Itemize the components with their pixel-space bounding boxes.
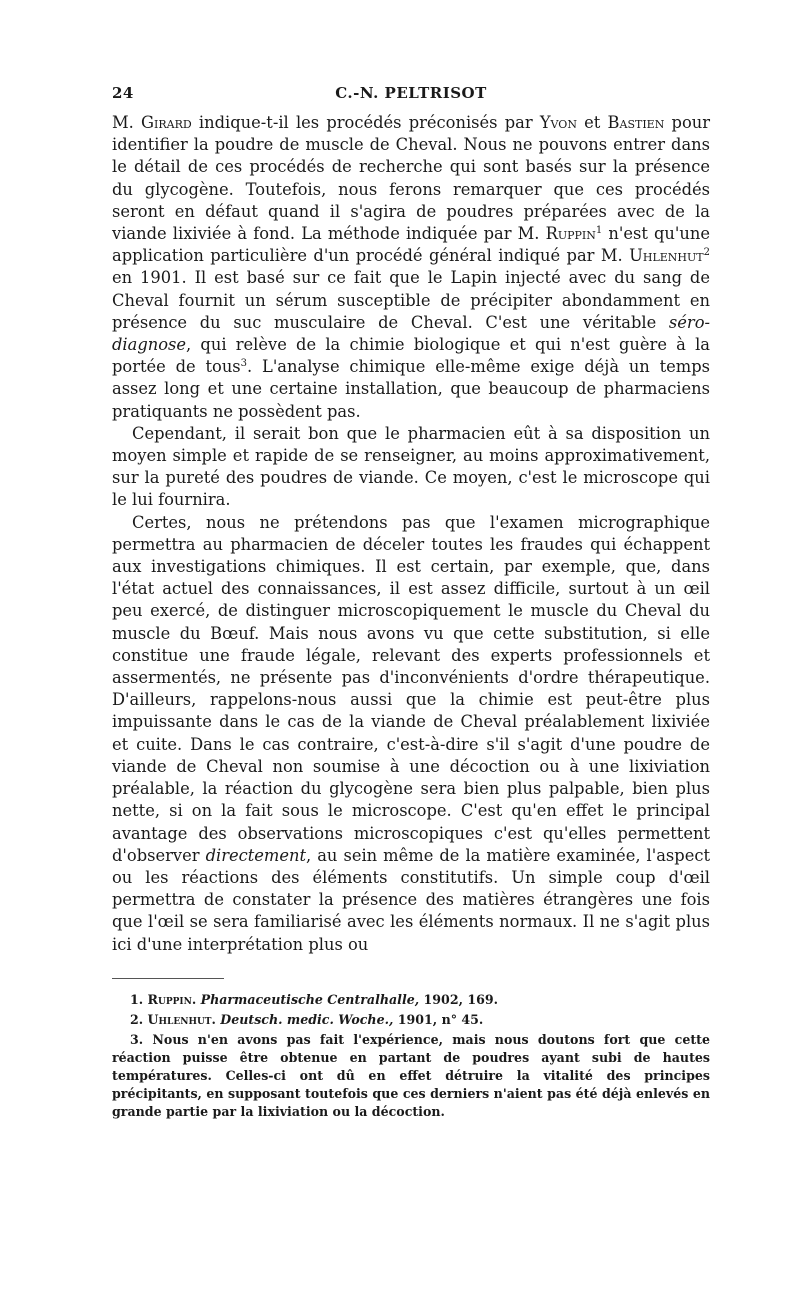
footnote-number: 2.: [130, 1011, 144, 1027]
term-directement: directement: [205, 845, 307, 865]
p1-text-g: , qui relève de la chimie biologique et qui n'est guère à la portée de tous: [112, 335, 710, 377]
footnote-author: Uhlenhut.: [147, 1011, 216, 1027]
footnote-1: [112, 991, 710, 1009]
footnote-source: Deutsch. medic. Woche.,: [220, 1011, 394, 1027]
name-bastien: Bastien: [607, 113, 665, 132]
page-number: 24: [112, 84, 134, 102]
name-ruppin: Ruppin: [545, 224, 596, 244]
p3-text-a: Certes, nous ne prétendons pas que l'examen micrographique permettra au pharmacien de déceler toutes les fraudes qui échappent aux investigations chimiques. Il est certain, par exemple, que, dans l'état actuel des connaissances, il est assez difficile, surtout à un œil peu exercé, de distinguer microscopiquement le muscle du Cheval du muscle du Bœuf. Mais nous avons vu que cette substitution, si elle constitue une fraude légale, relevant des experts professionnels et assermentés, ne présente pas d'inconvénients d'ordre thérapeutique. D'ailleurs, rappelons-nous aussi que la chimie est peut-être plus impuissante dans le cas de la viande de Cheval préalablement lixiviée et cuite. Dans le cas contraire, c'est-à-dire s'il s'agit d'une poudre de viande de Cheval non soumise à une décoction ou à une lixiviation préalable, la réaction du glycogène sera bien plus palpable, bien plus nette, si on la fait sous le microscope. C'est qu'en effet le principal avantage des observations microscopiques c'est qu'elles permettent d'observer: [112, 512, 710, 865]
running-head-author: C.-N. PELTRISOT: [335, 84, 487, 102]
footnote-number: 1.: [130, 991, 144, 1007]
footnote-detail: 1902, 169.: [423, 991, 499, 1007]
running-head: [112, 84, 710, 108]
p3-text-b: , au sein même de la matière examinée, l'aspect ou les réactions des éléments constitutifs. Un simple coup d'œil permettra de constater la présence des matières étrangères une fois que l'œil se sera familiarisé avec les éléments normaux. Il ne s'agit plus ici d'une interprétation plus ou: [112, 845, 711, 954]
footnotes: [112, 991, 710, 1121]
term-sero-diagnose: séro-diagnose: [112, 312, 710, 355]
footnote-author: Ruppin.: [147, 991, 197, 1007]
footnote-ref-3[interactable]: 3: [240, 358, 248, 370]
page: [112, 84, 710, 1123]
p1-text-b: indique-t-il les procédés préconisés par: [191, 113, 540, 132]
name-girard: Girard: [141, 113, 192, 132]
footnote-text: Nous n'en avons pas fait l'expérience, mais nous doutons fort que cette réaction puisse être obtenue en partant de poudres ayant subi de hautes températures. Celles-ci ont dû en effet détruire la vitalité des principes précipitants, en supposant toutefois que ces derniers n'aient pas été déjà enlevés en grande partie par la lixiviation ou la décoction.: [112, 1031, 710, 1119]
paragraph-3: [112, 512, 710, 956]
footnote-detail: 1901, n° 45.: [397, 1011, 484, 1027]
footnote-source: Pharmaceutische Centralhalle,: [200, 991, 420, 1007]
footnote-number: 3.: [130, 1031, 144, 1047]
paragraph-1: [112, 112, 710, 423]
p1-text-h: . L'analyse chimique elle-même exige déjà un temps assez long et une certaine installation, que beaucoup de pharmaciens pratiquants ne possèdent pas.: [112, 357, 710, 421]
p1-text-f: en 1901. Il est basé sur ce fait que le Lapin injecté avec du sang de Cheval fournit un sérum susceptible de précipiter abondamment en présence du suc musculaire de Cheval. C'est une véritable: [112, 268, 710, 332]
name-uhlenhut: Uhlenhut: [629, 246, 704, 266]
footnote-ref-2[interactable]: 2: [703, 247, 710, 259]
p1-text-e: n'est qu'une application particulière d'un procédé général indiqué par M.: [112, 224, 710, 266]
name-yvon: Yvon: [539, 113, 577, 132]
footnote-3: [112, 1031, 710, 1121]
p1-text-c: et: [576, 113, 608, 132]
footnote-ref-1[interactable]: 1: [595, 225, 603, 237]
paragraph-2: Cependant, il serait bon que le pharmacien eût à sa disposition un moyen simple et rapide de se renseigner, au moins approximativement, sur la pureté des poudres de viande. Ce moyen, c'est le microscope qui le lui fournira.: [112, 423, 710, 510]
body-text: [112, 112, 710, 956]
footnote-2: [112, 1011, 710, 1029]
footnote-rule: [112, 978, 224, 979]
p1-text-a: M.: [112, 113, 142, 132]
p1-text-d: pour identifier la poudre de muscle de Cheval. Nous ne pouvons entrer dans le détail de ces procédés de recherche qui sont basés sur la présence du glycogène. Toutefois, nous ferons remarquer que ces procédés seront en défaut quand il s'agira de poudres préparées avec de la viande lixiviée à fond. La méthode indiquée par M.: [112, 113, 711, 244]
